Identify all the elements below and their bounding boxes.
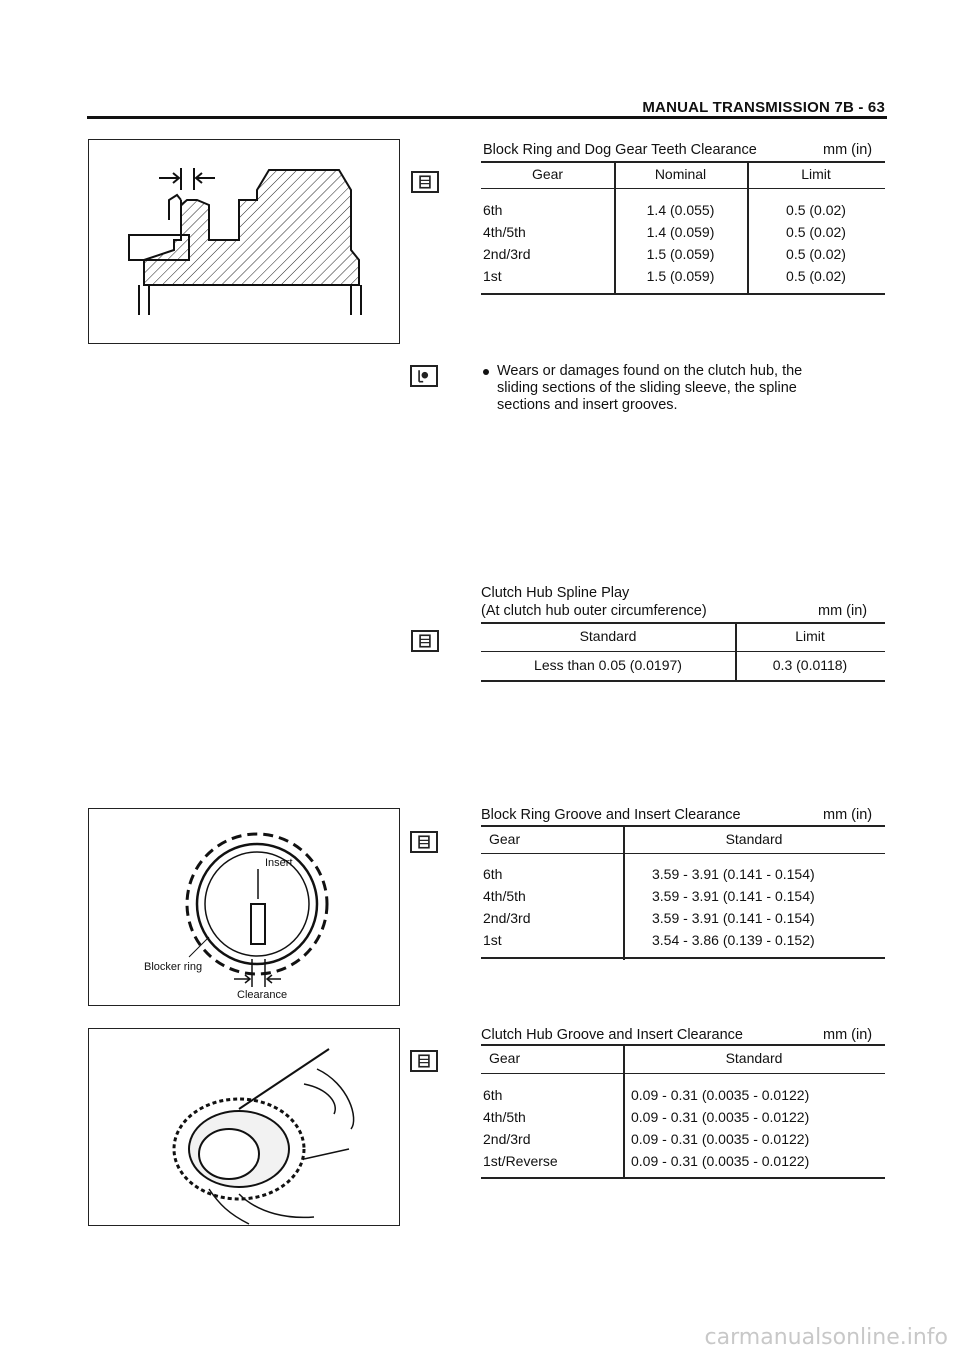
table4-cell: 0.09 - 0.31 (0.0035 - 0.0122) [631, 1087, 810, 1103]
measure-symbol-icon [411, 630, 439, 652]
table1-header-nominal: Nominal [654, 166, 707, 182]
table1-cell: 4th/5th [483, 224, 526, 240]
table4-unit: mm (in) [823, 1027, 873, 1043]
table4-header-standard: Standard [725, 1050, 783, 1066]
table4-divider [623, 1044, 625, 1179]
bullet-line: Wears or damages found on the clutch hub, the [497, 363, 803, 379]
table4-cell: 0.09 - 0.31 (0.0035 - 0.0122) [631, 1131, 810, 1147]
table1-cell: 1.5 (0.059) [646, 246, 715, 262]
table1-header-gear: Gear [531, 166, 564, 182]
table2-divider [735, 622, 737, 682]
table1-cell: 6th [483, 202, 503, 218]
table3-divider [623, 825, 625, 960]
table3-cell: 1st [483, 932, 502, 948]
table2-title: Clutch Hub Spline Play [481, 585, 630, 601]
table1-cell: 0.5 (0.02) [786, 224, 846, 240]
bullet-dot [483, 369, 489, 375]
table3-bottom-rule [481, 957, 885, 959]
table3-top-rule [481, 825, 885, 827]
table4-cell: 6th [483, 1087, 503, 1103]
table3-cell: 3.59 - 3.91 (0.141 - 0.154) [652, 866, 815, 882]
table4-header-gear: Gear [489, 1050, 521, 1066]
table3-cell: 2nd/3rd [483, 910, 531, 926]
header-rule [87, 116, 887, 119]
table3-cell: 4th/5th [483, 888, 526, 904]
table2-bottom-rule [481, 680, 885, 682]
table1-bottom-rule [481, 293, 885, 295]
table2-cell: Less than 0.05 (0.0197) [534, 657, 682, 673]
blocker-ring-label: Blocker ring [144, 961, 203, 973]
insert-label: Insert [265, 857, 293, 869]
clutch-hub-illustration [89, 1029, 399, 1225]
table3-unit: mm (in) [823, 807, 873, 823]
footer-watermark: carmanualsonline.info [704, 1325, 948, 1350]
table4-cell: 2nd/3rd [483, 1131, 531, 1147]
table1-cell: 2nd/3rd [483, 246, 531, 262]
table3-cell: 3.59 - 3.91 (0.141 - 0.154) [652, 910, 815, 926]
table4-cell: 0.09 - 0.31 (0.0035 - 0.0122) [631, 1153, 810, 1169]
table3-cell: 3.59 - 3.91 (0.141 - 0.154) [652, 888, 815, 904]
table3-header-gear: Gear [489, 831, 521, 847]
table4-cell: 4th/5th [483, 1109, 526, 1125]
table1-header-limit: Limit [801, 166, 831, 182]
figure-clutch-hub-feeler [88, 1028, 400, 1226]
table4-title: Clutch Hub Groove and Insert Clearance [481, 1027, 743, 1043]
table1-top-rule [481, 161, 885, 163]
table2-top-rule [481, 622, 885, 624]
table2-unit: mm (in) [818, 603, 868, 619]
table3-title: Block Ring Groove and Insert Clearance [481, 807, 741, 823]
table1-cell: 1.4 (0.059) [646, 224, 715, 240]
table4-bottom-rule [481, 1177, 885, 1179]
table3-cell: 3.54 - 3.86 (0.139 - 0.152) [652, 932, 815, 948]
bullet-line: sections and insert grooves. [497, 397, 678, 413]
table2-header-standard: Standard [579, 628, 637, 644]
bullet-text [497, 363, 897, 414]
table4-top-rule [481, 1044, 885, 1046]
table3-header-standard: Standard [725, 831, 783, 847]
table3-header-rule [481, 853, 885, 854]
blocker-ring-illustration [89, 809, 399, 1005]
table2-header-rule [481, 651, 885, 652]
dog-gear-section-illustration [89, 140, 399, 343]
table3-cell: 6th [483, 866, 503, 882]
clearance-label: Clearance [237, 989, 288, 1001]
table2-header-limit: Limit [795, 628, 825, 644]
measure-symbol-icon [410, 1050, 438, 1072]
table1-cell: 0.5 (0.02) [786, 202, 846, 218]
measure-symbol-icon [411, 171, 439, 193]
figure-blocker-ring [88, 808, 400, 1006]
page-header-title: MANUAL TRANSMISSION 7B - 63 [642, 99, 885, 116]
figure-dog-gear-clearance [88, 139, 400, 344]
table2-cell: 0.3 (0.0118) [772, 657, 848, 673]
table1-cell: 1st [483, 268, 502, 284]
inspect-symbol-icon [410, 365, 438, 387]
bullet-line: sliding sections of the sliding sleeve, the spline [497, 380, 797, 396]
table1-unit: mm (in) [823, 142, 873, 158]
table1-cell: 1.4 (0.055) [646, 202, 715, 218]
table1-cell: 0.5 (0.02) [786, 246, 846, 262]
measure-symbol-icon [410, 831, 438, 853]
table1-cell: 1.5 (0.059) [646, 268, 715, 284]
table4-cell: 0.09 - 0.31 (0.0035 - 0.0122) [631, 1109, 810, 1125]
table4-cell: 1st/Reverse [483, 1153, 558, 1169]
table1-cell: 0.5 (0.02) [786, 268, 846, 284]
table1-header-rule [481, 188, 885, 189]
table4-header-rule [481, 1073, 885, 1074]
table1-title: Block Ring and Dog Gear Teeth Clearance [483, 142, 757, 158]
table2-subtitle: (At clutch hub outer circumference) [481, 603, 707, 619]
